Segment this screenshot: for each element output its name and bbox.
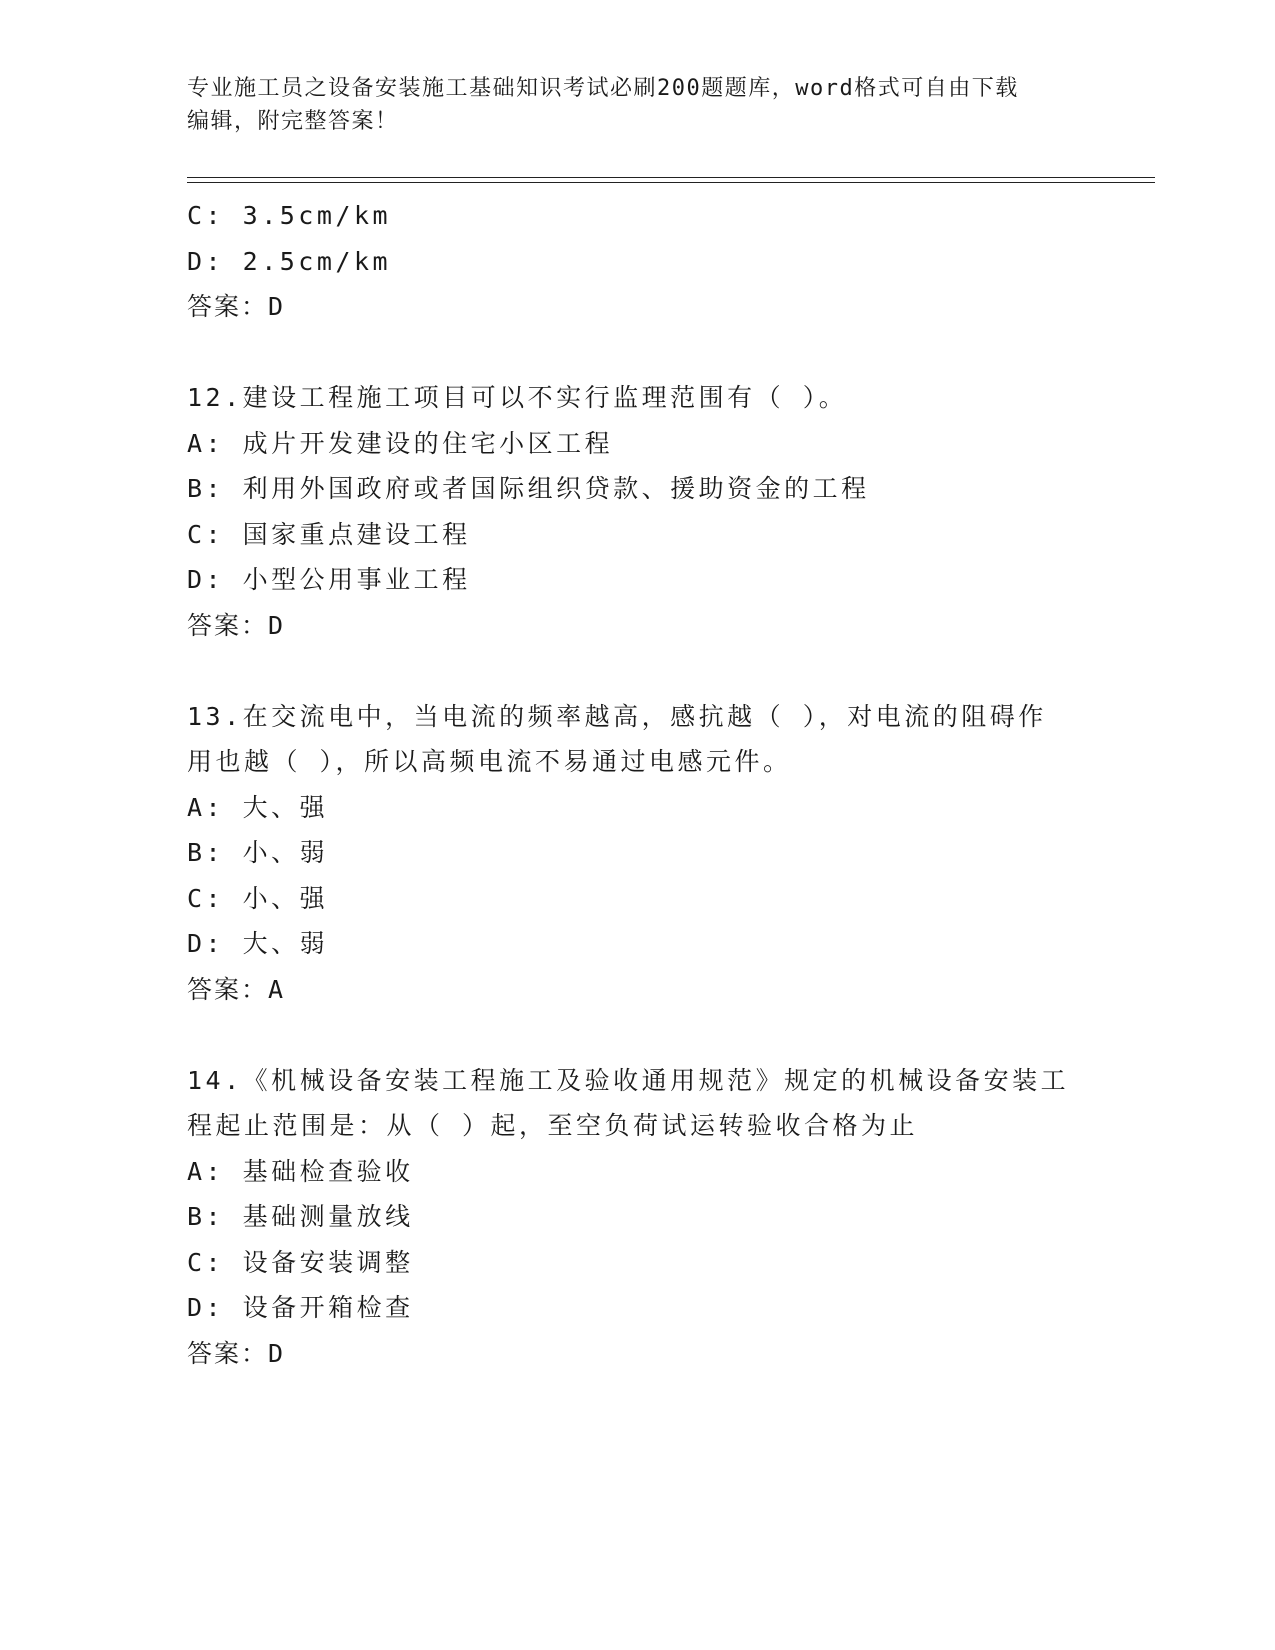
spacer xyxy=(187,648,1107,694)
option-b: B: 利用外国政府或者国际组织贷款、援助资金的工程 xyxy=(187,474,870,503)
question-stem: 用也越（ ），所以高频电流不易通过电感元件。 xyxy=(187,747,792,776)
answer-line: 答案：D xyxy=(187,1338,286,1368)
option-c: C: 国家重点建设工程 xyxy=(187,519,471,549)
option-b: B: 基础测量放线 xyxy=(187,1202,414,1231)
option-a: A: 大、强 xyxy=(187,792,329,822)
question-stem: 13.在交流电中，当电流的频率越高，感抗越（ ），对电流的阻碍作 xyxy=(187,701,1047,731)
question-13 xyxy=(187,694,1107,1013)
document-header xyxy=(187,72,1067,138)
answer-line: 答案：D xyxy=(187,610,286,640)
header-divider-bottom xyxy=(187,182,1155,183)
header-divider-top xyxy=(187,177,1155,178)
option-a: A: 基础检查验收 xyxy=(187,1156,414,1186)
option-b: B: 小、弱 xyxy=(187,838,329,867)
answer-line: 答案：D xyxy=(187,292,286,321)
previous-question-tail xyxy=(187,193,1107,330)
option-c: C: 设备安装调整 xyxy=(187,1247,414,1277)
question-stem: 12.建设工程施工项目可以不实行监理范围有（ ）。 xyxy=(187,383,848,412)
spacer xyxy=(187,1012,1107,1058)
question-12 xyxy=(187,375,1107,648)
question-content xyxy=(187,193,1107,1376)
header-title-line-2: 编辑，附完整答案！ xyxy=(187,109,399,134)
option-d: D: 小型公用事业工程 xyxy=(187,565,471,594)
question-stem: 14.《机械设备安装工程施工及验收通用规范》规定的机械设备安装工 xyxy=(187,1065,1070,1095)
option-a: A: 成片开发建设的住宅小区工程 xyxy=(187,428,614,458)
header-title-line-1: 专业施工员之设备安装施工基础知识考试必刷200题题库，word格式可自由下载 xyxy=(187,76,1019,101)
answer-line: 答案：A xyxy=(187,974,286,1004)
question-stem: 程起止范围是：从（ ）起，至空负荷试运转验收合格为止 xyxy=(187,1111,919,1140)
option-d: D: 设备开箱检查 xyxy=(187,1293,414,1322)
option-d: D: 大、弱 xyxy=(187,929,329,958)
option-d: D: 2.5cm/km xyxy=(187,246,392,276)
question-14 xyxy=(187,1058,1107,1377)
option-c: C: 小、强 xyxy=(187,883,329,913)
option-c: C: 3.5cm/km xyxy=(187,201,392,230)
spacer xyxy=(187,330,1107,376)
